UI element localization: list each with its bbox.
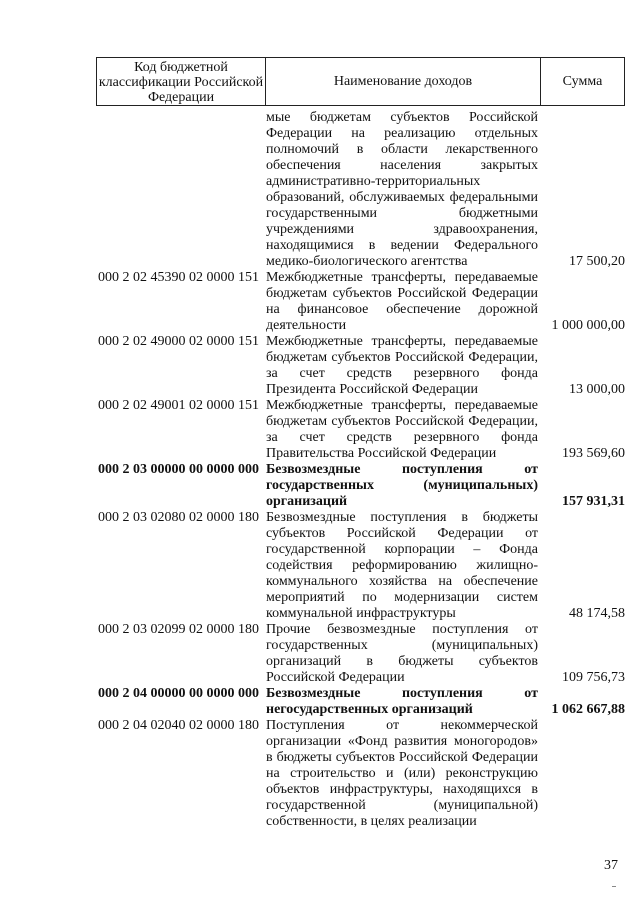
row-code: 000 2 02 45390 02 0000 151	[98, 270, 259, 285]
table-row	[96, 110, 625, 270]
row-sum: 109 756,73	[562, 670, 625, 685]
table-row	[96, 510, 625, 622]
row-sum: 13 000,00	[569, 382, 625, 397]
table-body	[96, 110, 625, 830]
row-sum: 17 500,20	[569, 254, 625, 269]
row-code: 000 2 03 02080 02 0000 180	[98, 510, 259, 525]
scan-artifact	[612, 886, 616, 887]
row-code: 000 2 02 49000 02 0000 151	[98, 334, 259, 349]
table-row-group-total	[96, 686, 625, 718]
row-sum: 1 062 667,88	[551, 702, 625, 717]
row-code: 000 2 04 00000 00 0000 000	[98, 686, 259, 701]
row-code: 000 2 03 00000 00 0000 000	[98, 462, 259, 477]
table-row	[96, 334, 625, 398]
table-row	[96, 622, 625, 686]
row-code	[96, 110, 266, 270]
row-name: Межбюджетные трансферты, передаваемые бюджетам субъектов Российской Федерации, за счет средств резервного фонда Президента Российской Федерации	[266, 334, 538, 397]
table-header	[96, 57, 625, 106]
row-name: Прочие безвозмездные поступления от государственных (муниципальных) организаций в бюджеты субъектов Российской Федерации	[266, 622, 538, 685]
row-code: 000 2 03 02099 02 0000 180	[98, 622, 259, 637]
row-name: Безвозмездные поступления от государственных (муниципальных) организаций	[266, 462, 538, 509]
row-name: мые бюджетам субъектов Российской Федерации на реализацию отдельных полномочий в области лекарственного обеспечения населения закрытых административно-территориальных образований, обслуживаемых федеральными государственными бюджетными учреждениями здравоохранения, находящимися в ведении Федерального медико-биологического агентства	[266, 110, 538, 269]
header-sum-column: Сумма	[562, 74, 603, 89]
page-number: 37	[604, 858, 618, 873]
row-name: Безвозмездные поступления от негосударственных организаций	[266, 686, 538, 717]
row-sum	[538, 718, 625, 830]
row-code: 000 2 02 49001 02 0000 151	[98, 398, 259, 413]
row-name: Безвозмездные поступления в бюджеты субъектов Российской Федерации от государственной корпорации – Фонда содействия реформированию жилищно-коммунального хозяйства на обеспечение мероприятий по модернизации систем коммунальной инфраструктуры	[266, 510, 538, 621]
row-sum: 193 569,60	[562, 446, 625, 461]
table-row	[96, 270, 625, 334]
row-sum: 157 931,31	[562, 494, 625, 509]
row-name: Межбюджетные трансферты, передаваемые бюджетам субъектов Российской Федерации, за счет средств резервного фонда Правительства Российской Федерации	[266, 398, 538, 461]
row-name: Поступления от некоммерческой организации «Фонд развития моногородов» в бюджеты субъектов Российской Федерации на строительство и (или) реконструкцию объектов инфраструктуры, находящихся в государственной (муниципальной) собственности, в целях реализации	[266, 718, 538, 829]
row-code: 000 2 04 02040 02 0000 180	[98, 718, 259, 733]
row-sum: 48 174,58	[569, 606, 625, 621]
table-row-group-total	[96, 462, 625, 510]
table-row	[96, 398, 625, 462]
header-name-column: Наименование доходов	[266, 58, 541, 105]
header-code-column: Код бюджетной классификации Российской Федерации	[97, 58, 266, 105]
row-sum: 1 000 000,00	[551, 318, 625, 333]
row-name: Межбюджетные трансферты, передаваемые бюджетам субъектов Российской Федерации на финансовое обеспечение дорожной деятельности	[266, 270, 538, 333]
table-row	[96, 718, 625, 830]
